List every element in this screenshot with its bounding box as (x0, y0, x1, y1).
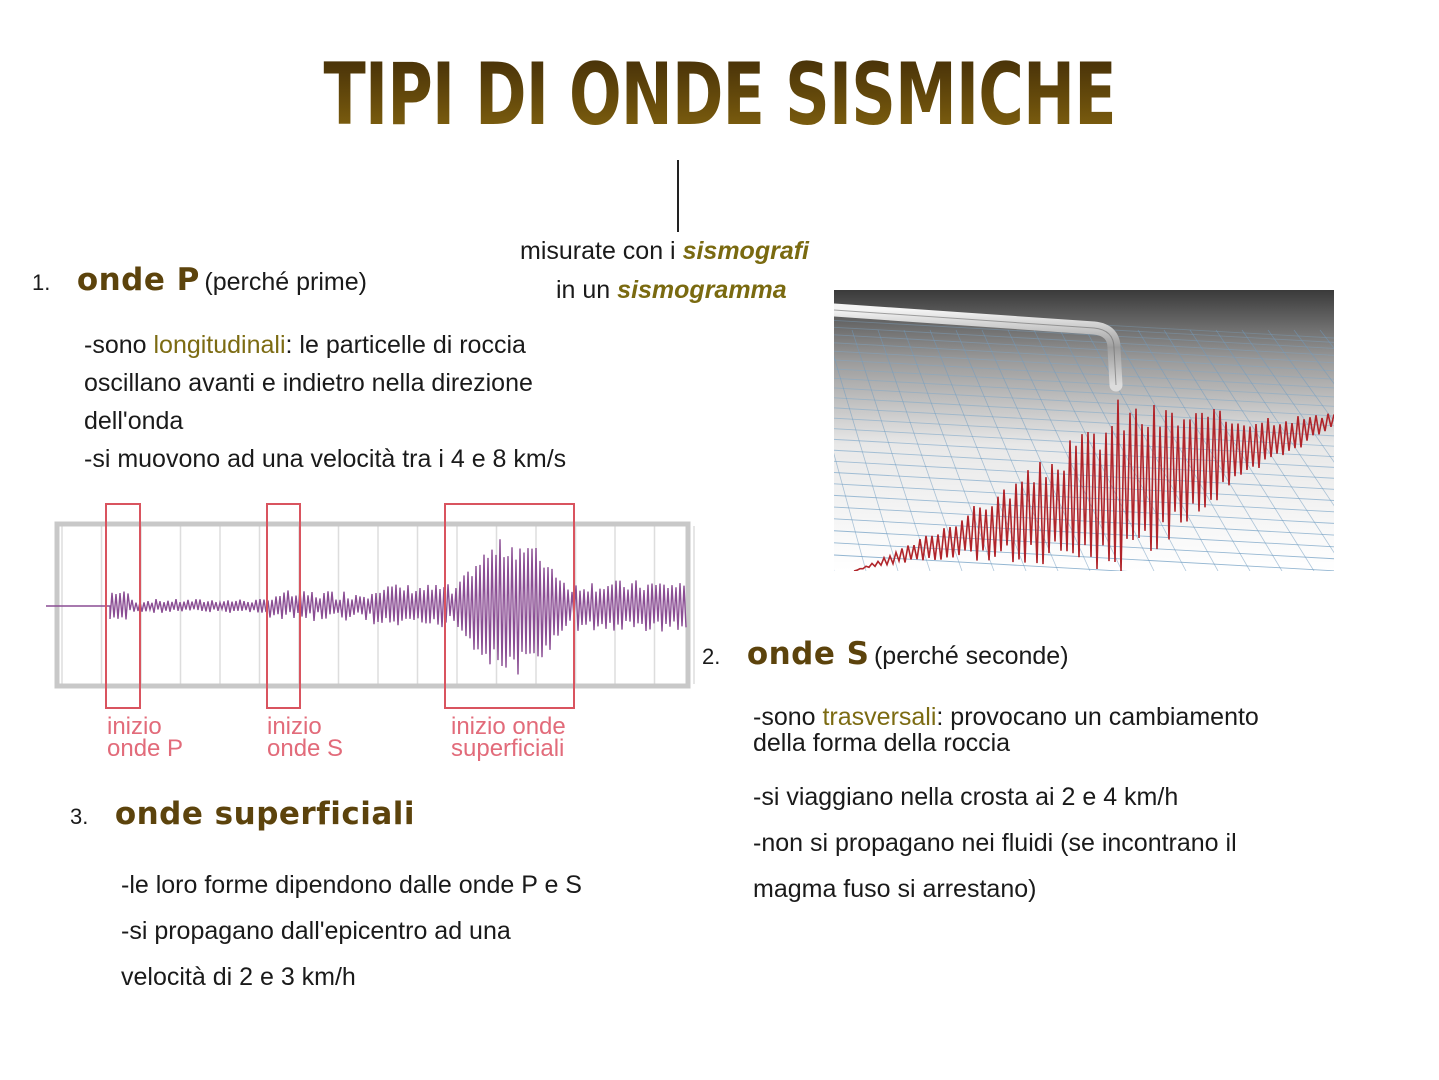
section-s-line-4: -non si propagano nei fluidi (se incontrano il (753, 829, 1237, 857)
section-surface-heading (70, 796, 415, 832)
section-surface-number: 3. (70, 804, 89, 829)
section-s-line-1 (753, 704, 1413, 730)
section-s-paren: (perché seconde) (873, 642, 1069, 670)
measured-prefix-2: in un (556, 276, 618, 304)
label-s-start (267, 713, 344, 762)
label-surface-line-1: inizio onde (451, 713, 566, 740)
measured-line-2 (556, 275, 787, 305)
label-p-line-2: onde P (107, 735, 184, 762)
section-s-name: onde S (746, 636, 870, 672)
section-p-line-2: oscillano avanti e indietro nella direzione (84, 369, 533, 397)
section-p-line-4: -si muovono ad una velocità tra i 4 e 8 km/s (84, 445, 567, 473)
section-surface-line-1: -le loro forme dipendono dalle onde P e S (121, 871, 582, 899)
seismogram-diagram (40, 498, 700, 718)
section-surface-name: onde superficiali (114, 796, 415, 832)
measured-line-1 (520, 236, 809, 266)
seismograph-photo (834, 290, 1334, 571)
section-s-body-2 (753, 774, 1413, 912)
section-p-number: 1. (32, 270, 51, 295)
section-surface-body (121, 862, 721, 1000)
section-p-l1-highlight: longitudinali (153, 331, 286, 359)
section-p-body (84, 326, 724, 478)
section-s-heading (702, 636, 1069, 672)
section-surface-line-2: -si propagano dall'epicentro ad una (121, 917, 511, 945)
section-s-line-5: magma fuso si arrestano) (753, 875, 1037, 903)
section-p-l1-post: : le particelle di roccia (285, 331, 526, 359)
connector-line (677, 160, 679, 232)
section-s-l1-post: : provocano un cambiamento (936, 703, 1259, 731)
section-p-line-3: dell'onda (84, 407, 184, 435)
measured-highlight-2: sismogramma (617, 276, 787, 304)
section-surface-line-3: velocità di 2 e 3 km/h (121, 963, 356, 991)
label-surface-line-2: superficiali (451, 735, 565, 762)
section-p-name: onde P (76, 262, 200, 298)
label-s-line-1: inizio (267, 713, 322, 740)
measured-prefix-1: misurate con i (520, 237, 683, 265)
section-p-line-1 (84, 326, 724, 364)
section-s-line-3: -si viaggiano nella crosta ai 2 e 4 km/h (753, 783, 1179, 811)
section-p-l1-pre: -sono (84, 331, 154, 359)
section-s-l1-pre: -sono (753, 703, 823, 731)
measured-highlight-1: sismografi (682, 237, 809, 265)
label-s-line-2: onde S (267, 735, 344, 762)
section-s-number: 2. (702, 644, 721, 669)
section-p-paren: (perché prime) (204, 268, 367, 296)
label-p-line-1: inizio (107, 713, 162, 740)
label-surface-start (451, 713, 566, 762)
section-p-heading (32, 262, 367, 298)
label-p-start (107, 713, 184, 762)
section-s-line-2: della forma della roccia (753, 729, 1011, 757)
section-s-body-1 (753, 704, 1413, 756)
section-s-l1-highlight: trasversali (822, 703, 937, 731)
seismogram-wave (46, 539, 686, 674)
page-title: TIPI DI ONDE SISMICHE (202, 40, 1238, 150)
